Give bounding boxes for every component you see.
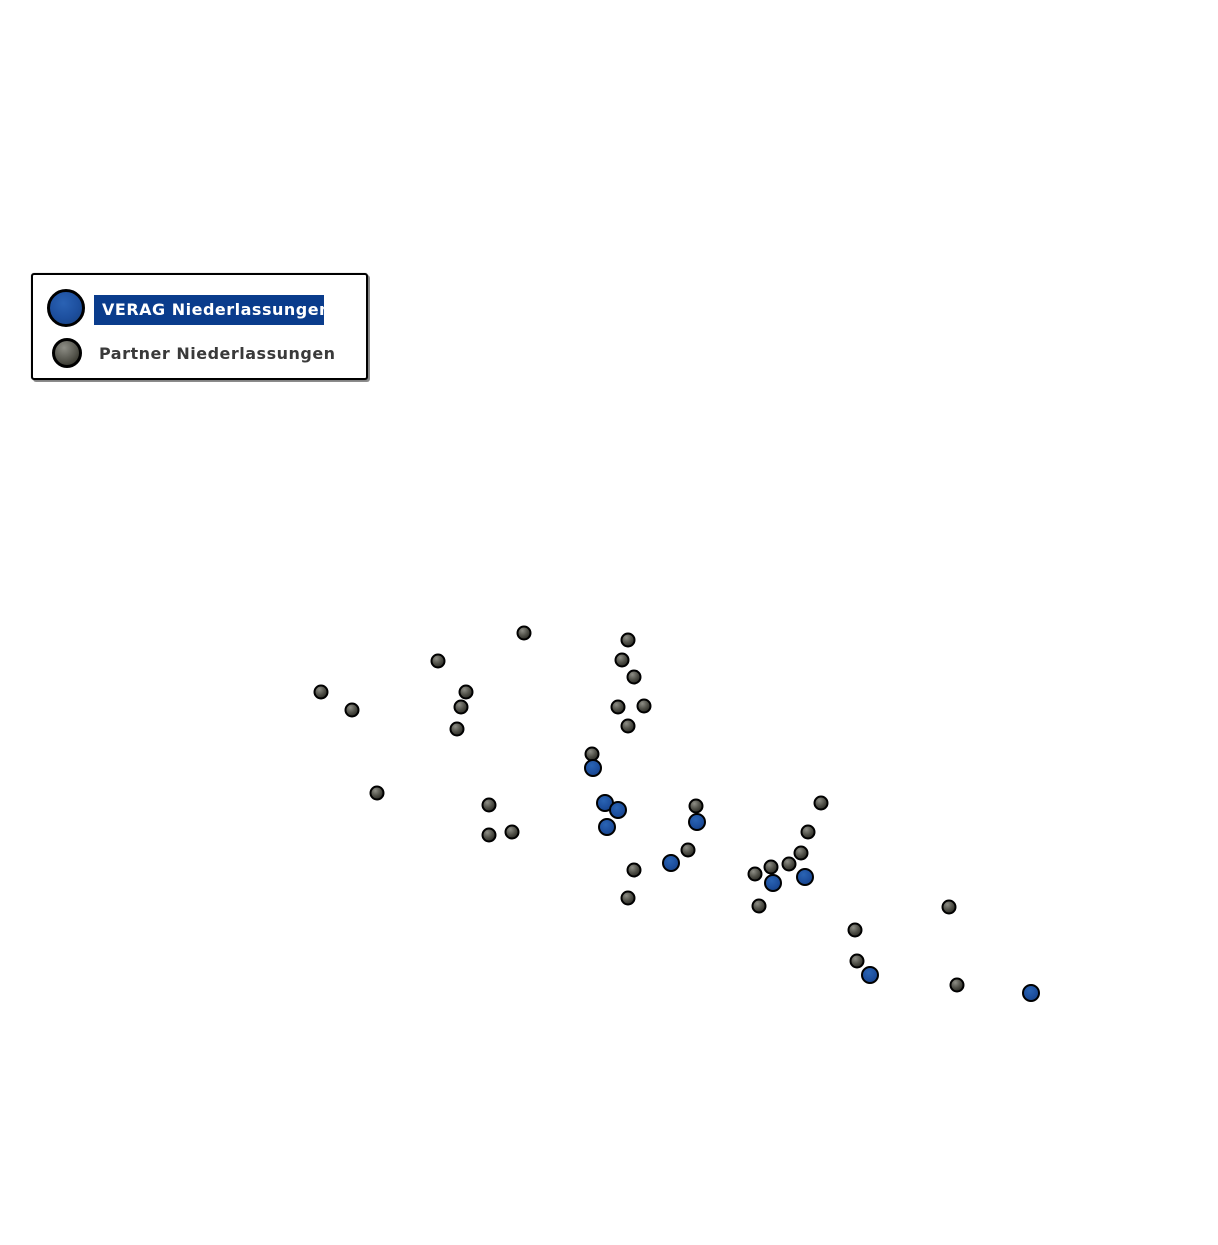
partner-branch-marker[interactable]: [801, 825, 816, 840]
verag-branch-marker[interactable]: [662, 854, 680, 872]
partner-branch-marker[interactable]: [689, 799, 704, 814]
partner-branch-marker[interactable]: [505, 825, 520, 840]
partner-branch-marker[interactable]: [621, 633, 636, 648]
partner-branch-marker[interactable]: [314, 685, 329, 700]
partner-branch-marker[interactable]: [611, 700, 626, 715]
legend-label-partner: Partner Niederlassungen: [99, 344, 336, 363]
partner-branch-marker[interactable]: [621, 891, 636, 906]
partner-branch-marker[interactable]: [517, 626, 532, 641]
partner-branch-marker[interactable]: [615, 653, 630, 668]
partner-branch-marker[interactable]: [681, 843, 696, 858]
partner-branch-marker[interactable]: [850, 954, 865, 969]
verag-branch-marker[interactable]: [796, 868, 814, 886]
partner-branch-marker[interactable]: [370, 786, 385, 801]
partner-branch-marker[interactable]: [345, 703, 360, 718]
partner-branch-marker[interactable]: [814, 796, 829, 811]
partner-branch-marker[interactable]: [794, 846, 809, 861]
verag-branch-marker[interactable]: [609, 801, 627, 819]
verag-branch-marker[interactable]: [764, 874, 782, 892]
verag-branch-marker[interactable]: [598, 818, 616, 836]
partner-branch-marker[interactable]: [782, 857, 797, 872]
partner-branch-marker[interactable]: [764, 860, 779, 875]
partner-branch-marker[interactable]: [482, 828, 497, 843]
partner-branch-marker[interactable]: [950, 978, 965, 993]
partner-branch-marker[interactable]: [621, 719, 636, 734]
partner-branch-marker[interactable]: [627, 670, 642, 685]
partner-branch-marker[interactable]: [454, 700, 469, 715]
partner-branch-marker[interactable]: [942, 900, 957, 915]
legend-label-verag: VERAG Niederlassungen: [94, 295, 324, 325]
partner-branch-marker[interactable]: [748, 867, 763, 882]
partner-branch-marker[interactable]: [752, 899, 767, 914]
partner-branch-marker[interactable]: [848, 923, 863, 938]
verag-branch-marker[interactable]: [861, 966, 879, 984]
partner-branch-marker[interactable]: [482, 798, 497, 813]
verag-branch-marker[interactable]: [584, 759, 602, 777]
partner-branch-marker[interactable]: [431, 654, 446, 669]
partner-branch-marker[interactable]: [637, 699, 652, 714]
verag-branch-marker[interactable]: [688, 813, 706, 831]
partner-branch-marker[interactable]: [459, 685, 474, 700]
partner-branch-marker[interactable]: [627, 863, 642, 878]
verag-branch-marker[interactable]: [1022, 984, 1040, 1002]
partner-branch-marker[interactable]: [450, 722, 465, 737]
